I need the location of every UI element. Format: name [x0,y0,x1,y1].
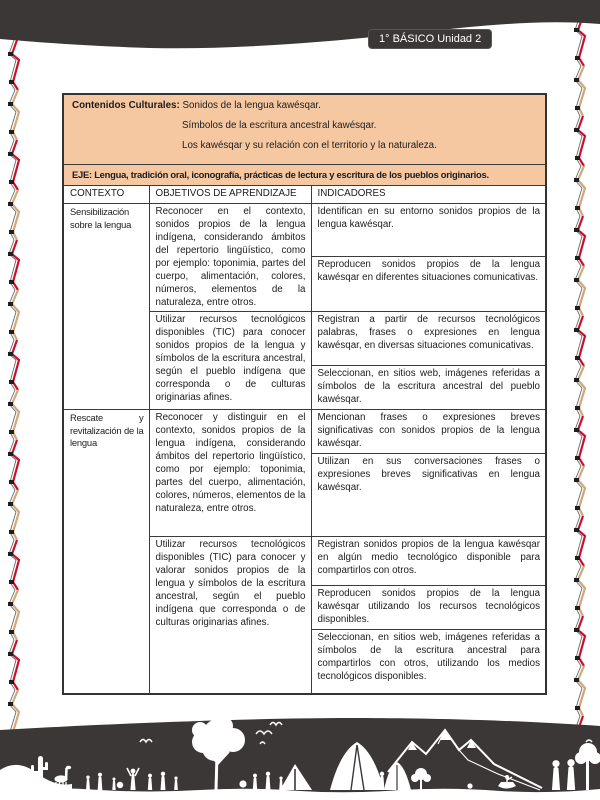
contenidos-label: Contenidos Culturales: [72,100,180,111]
objective-cell: Reconocer y distinguir en el contexto, sonidos propios de la lengua indígena, considerando ámbitos del repertorio lingüístico, como por ejemplo: toponimia, partes del cuerpo, alimentación, colores, números, elementos de la naturaleza, entre otros. [149,410,311,537]
contenidos-item-1: Sonidos de la lengua kawésqar. [182,100,321,111]
left-zigzag-border [4,40,30,762]
indicator-cell: Seleccionan, en sitios web, imágenes referidas a símbolos de la escritura ancestral para compartirlos con otros, utilizando los medios tecnológicos disponibles. [311,629,546,694]
context-cell-rescate: Rescate y revitalización de la lengua [63,410,149,695]
objective-cell: Utilizar recursos tecnológicos disponibles (TIC) para conocer sonidos propios de la lengua y símbolos de la escritura ancestral, según el pueblo indígena que corresponda o de culturas originarias afines. [149,312,311,410]
objective-cell: Reconocer en el contexto, sonidos propios de la lengua indígena, considerando ámbitos del repertorio lingüístico, como por ejemplo: toponimia, partes del cuerpo, alimentación, colores, números, elementos de la naturaleza, entre otros. [149,204,311,312]
footer-illustration [0,690,600,800]
column-header-contexto: CONTEXTO [63,186,149,204]
indicator-cell: Registran sonidos propios de la lengua kawésqar en algún medio tecnológico disponible para compartirlos con otros. [311,537,546,586]
column-header-objetivos: OBJETIVOS DE APRENDIZAJE [149,186,311,204]
contenidos-item-2: Símbolos de la escritura ancestral kawésqar. [182,119,377,131]
indicator-cell: Reproducen sonidos propios de la lengua kawésqar en diferentes situaciones comunicativas. [311,257,546,312]
indicator-cell: Mencionan frases o expresiones breves significativas con sonidos propios de la lengua kawésqar. [311,410,546,454]
contenidos-culturales-cell [63,94,546,164]
indicator-cell: Reproducen sonidos propios de la lengua kawésqar utilizando los recursos tecnológicos disponibles. [311,586,546,630]
context-cell-sensibilizacion: Sensibilización sobre la lengua [63,204,149,410]
eje-cell: EJE: Lengua, tradición oral, iconografía, prácticas de lectura y escritura de los pueblos originarios. [63,164,546,185]
column-header-indicadores: INDICADORES [311,186,546,204]
contenidos-item-3: Los kawésqar y su relación con el territorio y la naturaleza. [182,139,437,151]
objective-cell: Utilizar recursos tecnológicos disponibles (TIC) para conocer y valorar sonidos propios de la lengua y símbolos de la escritura ancestral, según el pueblo indígena que corresponda o de culturas originarias afines. [149,537,311,695]
curriculum-table [62,93,545,695]
indicator-cell: Utilizan en sus conversaciones frases o expresiones breves significativas en lengua kawésqar. [311,454,546,537]
unit-badge: 1° BÁSICO Unidad 2 [368,29,492,49]
indicator-cell: Identifican en su entorno sonidos propios de la lengua kawésqar. [311,204,546,257]
indicator-cell: Seleccionan, en sitios web, imágenes referidas a símbolos de la escritura ancestral del pueblo kawésqar. [311,366,546,410]
top-wave-decoration [0,0,600,60]
right-zigzag-border [570,16,596,760]
indicator-cell: Registran a partir de recursos tecnológicos palabras, frases o expresiones en lengua kawésqar, en diversas situaciones comunicativas. [311,312,546,366]
